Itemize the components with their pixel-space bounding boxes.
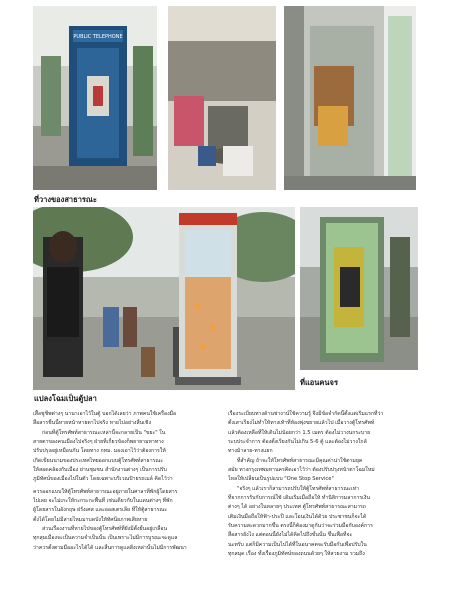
article-line: ภูมิทัศน์ของเมืองไปในตัว โดยเฉพาะบริเวณป้ายรถเมล์ คิดไว้ว่า <box>33 476 173 483</box>
article-line: ตั้งได้โดยไม่มีสายไหมมาบดบังให้ทัศนียภาพเสียหาย <box>33 516 148 523</box>
article-line: สมัย ทางกรุงเทพมหานครคิดเอาไว้ว่า ต้องปรับปรุงหน้าตาโฉมใหม่ <box>228 467 375 474</box>
caption-public-storage: ที่วางของสาธารณะ <box>34 195 97 204</box>
article-line: เสื้อชูชีพต่างๆ นานาเอาไว้ในตู้ บอกได้เลยว่า ภาพคนใช้เครื่องมือ <box>33 411 177 417</box>
booth-interior-illustration <box>284 6 416 190</box>
article-line: ไปเลย จะไม่เกะให้กะกระกะพื้นที่ เช่นเดียวกับในแดนต่างๆ ที่พัก <box>33 498 173 505</box>
article-line: สื่อสารยังไง แต่ตอนนี้ยังไม่ได้คิดไปถึงขั้นนั้น ขึ้นเพื่อที่จะ <box>228 532 353 539</box>
photo-phone-booth <box>33 6 157 190</box>
article-line: สื่อสารชิ้นนี้หายหน้าหายตาไปจริง หายไปอย่างสิ้นเชิง <box>33 420 151 427</box>
article-line: ที่สำคัญ ถ้าจะให้โทรศัพท์สาธารณะมีคุณค่าน่าใช้ตามยุค <box>237 457 363 464</box>
article-line: ว่าควรตั้งตามมืออะไรได้ได้ และสิ้นการดูแลสิ่งเหล่านั้นไม่มีการพัฒนา <box>33 544 187 551</box>
aquarium-street-illustration <box>33 207 295 390</box>
booth-sign-text: PUBLIC TELEPHONE <box>73 34 123 40</box>
photo-aquarium-street <box>33 207 295 390</box>
caption-homeless-shelter: ที่แอนคนจร <box>300 378 338 387</box>
article-line: ให้สอดคล้องกับเมือง ย่านชุมชน สำนักงานต่างๆ เป็นการปรับ <box>33 467 167 474</box>
article-line: ที่จากการรับกับการณ์ใช้ เดิมเริ่มเมื่อถือให้ ทำนิสิการมลาการเงิน <box>228 495 371 502</box>
photo-homeless-shelter <box>300 207 418 370</box>
article-line: ทางม้าลาย-ทางแยก <box>228 448 273 455</box>
photo-booth-interior <box>284 6 416 190</box>
article-line: ไหลให้เปลี่ยนเป็นรูปแบบ "One Stop Service" <box>228 476 334 483</box>
phone-booth-illustration <box>33 6 157 190</box>
article-right-column <box>228 410 424 560</box>
homeless-shelter-illustration <box>300 207 418 370</box>
article-line: ระบประจำการ ต้องตั้งเรียงกันไม่เกิน 5-6 ตู้ และต้องไม่วางใกล้ <box>228 439 367 446</box>
article-line: ส่วนเรื่องงานที่หายไปของตู้โทรศัพท์ที่ยังมีตั้งยั้นอยู่เกลื่อน <box>42 526 168 533</box>
article-line: ตั้งเสาเรียงไม่ทำให้ทางเท้าที่ห้องพุ่งขยายแล้วไป เมื่อวางตู้โทรศัพท์ <box>228 420 375 427</box>
photo-public-storage <box>168 6 276 190</box>
article-line: เติมเงินมือถือให้ฟ้า-ประปี และโอนเงินได้ด้วย ประชาชนก็จะได้ <box>228 513 367 520</box>
article-line: สายตาของคนเมืองไปจริงๆ ฝ่ายที่เกี่ยวข้องก็พยายามหาทาง <box>33 439 164 446</box>
caption-aquarium: แปลงโฉมเป็นตู้ปลา <box>34 394 97 403</box>
article-line: นะทรับ แต่ก็มีความเป็นไปได้ที่ในอนาคตจะรับมือกันเพื่อปรับใน <box>228 541 367 548</box>
article-line: ควรออกแบบให้ตู้โทรศัพท์สาธารณะอยู่ภายในศาลาที่พักผู้โดยสาร <box>33 488 178 495</box>
article-line: ก่อนที่ตู้โทรศัพท์สาธารณะเหล่านี้จะกลายเป็น "ขยะ" ใน <box>42 429 166 436</box>
article-line: รับความสะดวกมากขึ้น ตรงนี้ก็ต้องมาดูกันว่าจะร่วมมือกับองค์การ <box>228 523 373 530</box>
article-line: ปรับปรุงอยู่เหมือนกัน โดยทาง กทม. มองเอาไว้ว่าต้องการให้ <box>33 448 166 455</box>
article-line: เรื่องระเบียบทางด้านช่างาน์ใช้ความรู้ จึงมีข้อจำกัดนี้ตั้งแต่เริ่มแรกที่ว่า <box>228 411 384 417</box>
article-line: ทุกสุมเมืองจะเป็นความจำเป็นนั้น เป็นเพราะไม่มีการบูรณะจะดูแล <box>33 535 178 542</box>
public-storage-illustration <box>168 6 276 190</box>
article-line: ต่างๆ ได้ อย่างในหลายๆ ประเทศ ตู้โทรศัพท์สาธารณะสามารถ <box>228 504 366 511</box>
article-line: ทุกสมุด เรื่อง ทั้งเรื่องภูมิทัศน์ของถนนด้วยๆ ให้สวยงาม รวมถึง <box>228 551 365 558</box>
article-line: แล้วต้องเหลือที่ให้เดินไม่น้อยกว่า 1.5 เมตร ต้องไม่วางนกระบาย <box>228 429 371 436</box>
article-left-column <box>33 410 229 553</box>
article-line: ผู้โดยสารในอังกฤษ ฝรั่งเศส และออสเตรเลีย ที่ให้ตู้สาธารณะ <box>33 507 167 514</box>
article-line: เกิดเขียนนามของประเทศไทยออกแบบตู้โทรศัพท์สาธารณะ <box>33 457 164 464</box>
article-line: "จริงๆ แล้วเราก็สามารถปรับให้ตู้โทรศัพท์สาธารณะเท่า <box>237 485 360 492</box>
